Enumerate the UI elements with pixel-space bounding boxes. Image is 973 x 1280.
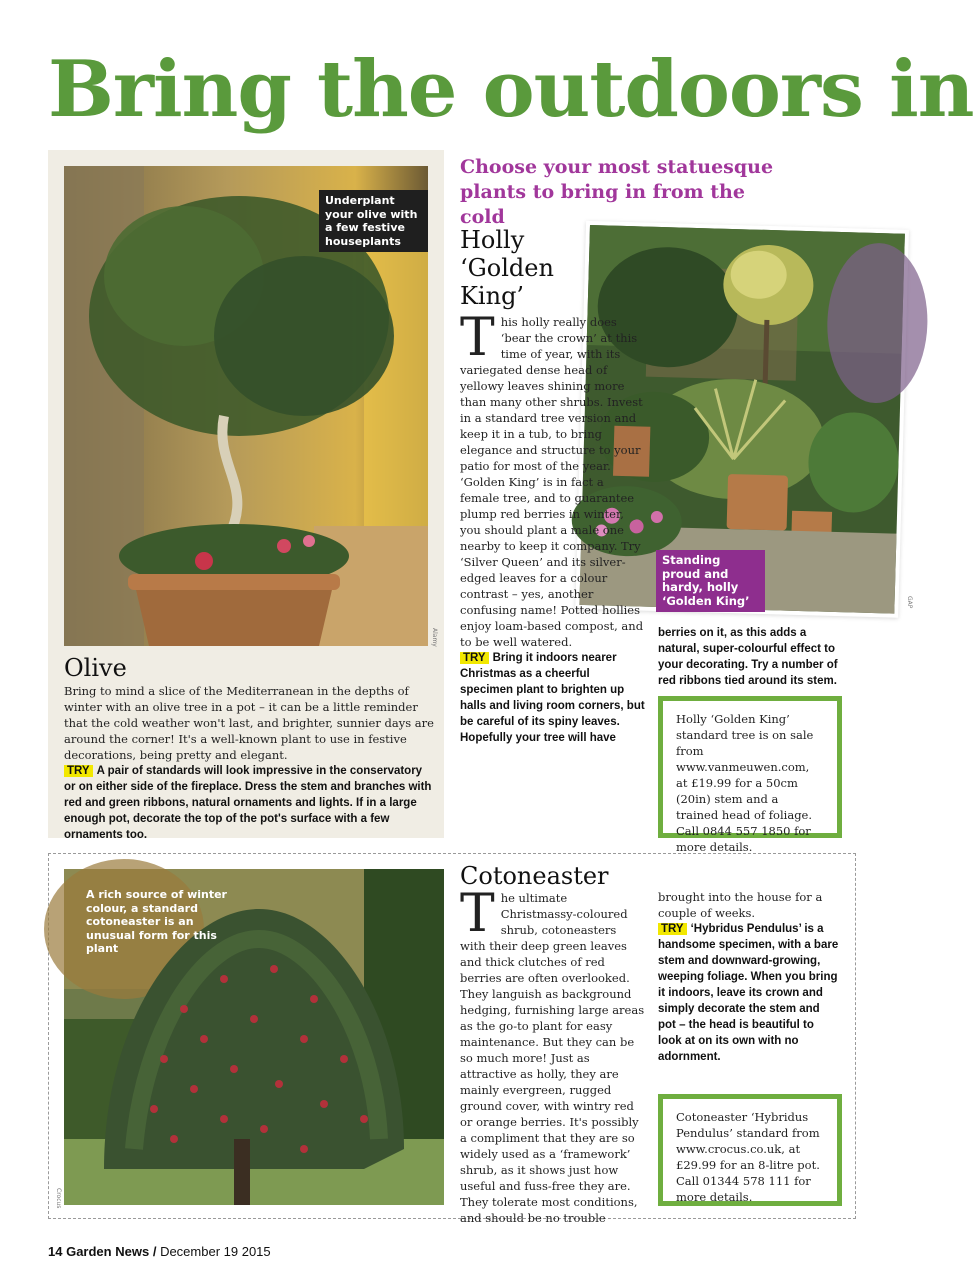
olive-try [64,763,436,843]
olive-try-text: A pair of standards will look impressive in the conservatory or on either side of the fireplace. Dress the stem and branches with red and green ribbons, natural ornaments and lights. If in a large enough pot, decorate the top of the pot's surface with a few ornaments too. [64,765,432,841]
holly-try-text: Bring it indoors nearer Christmas as a cheerful specimen plant to brighten up halls and living room corners, but be careful of its spiny leaves. Hopefully your tree will have [460,652,645,744]
holly-body [460,308,645,746]
holly-photo-credit: GAP [906,596,913,609]
holly-photo-caption: Standing proud and hardy, holly ‘Golden King’ [656,550,765,612]
cotoneaster-body-continued: brought into the house for a couple of weeks. [658,890,823,920]
issue-date: December 19 2015 [160,1244,271,1259]
cotoneaster-try-text: ‘Hybridus Pendulus’ is a handsome specimen, with a bare stem and downward-growing, weeping foliage. When you bring it indoors, leave its crown and simply decorate the stem and pot – the head is beautiful to look at on its own with no adornment. [658,923,839,1063]
olive-try-badge: TRY [64,765,93,777]
cotoneaster-try-badge: TRY [658,923,687,935]
holly-try-continued: berries on it, as this adds a natural, super-colourful effect to your decorating. Try a number of red ribbons tied around its stem. [658,627,838,687]
holly-try [460,650,645,746]
cotoneaster-dropcap: T [460,884,495,944]
olive-body [64,683,436,843]
subheading: Choose your most statuesque plants to bring in from the cold [460,156,774,228]
publication-name: Garden News [66,1244,150,1259]
page-headline: Bring the outdoors in [48,44,973,135]
holly-dropcap: T [460,308,495,368]
cotoneaster-photo-credit: Crocus [55,1188,62,1209]
cotoneaster-photo-caption: A rich source of winter colour, a standard cotoneaster is an unusual form for this plant [86,888,227,955]
olive-photo-credit: Alamy [431,628,438,647]
holly-try-badge: TRY [460,652,489,664]
cotoneaster-body [460,884,645,1226]
holly-body-text: his holly really does ‘bear the crown’ at this time of year, with its variegated dense head of yellowy leaves shining more than many other shrubs. Invest in a standard tree version and keep it in a tub, to bring elegance and structure to your patio for most of the year. ‘Golden King’ is in fact a female tree, and to guarantee plump red berries in winter, you should plant a male one nearby to keep it company. Try ‘Silver Queen’ and its silver-edged leaves for a colour contrast – yes, another confusing name! Potted hollies enjoy loam-based compost, and to be well watered. [460,315,644,649]
cotoneaster-try [658,921,840,1065]
cotoneaster-title: Cotoneaster [460,862,609,890]
olive-title: Olive [64,654,127,682]
cotoneaster-column-2 [658,889,840,1065]
olive-body-text: Bring to mind a slice of the Mediterranean in the depths of winter with an olive tree in a pot – it can be a little reminder that the cold weather won't last, and brighter, sunnier days are around the corner! It's a well-known plant to use in festive decorations, being pretty and elegant. [64,684,434,762]
holly-buy-box: Holly ‘Golden King’ standard tree is on sale from www.vanmeuwen.com, at £19.99 for a 50cm (20in) stem and a trained head of foliage. Call 0844 557 1850 for more details. [658,696,842,838]
holly-title: Holly ‘Golden King’ [460,226,554,310]
cotoneaster-buy-box: Cotoneaster ‘Hybridus Pendulus’ standard from www.crocus.co.uk, at £29.99 for an 8-litre pot. Call 01344 578 111 for more details. [658,1094,842,1206]
footer-separator: / [152,1244,157,1259]
page-footer [48,1244,271,1259]
olive-photo-caption: Underplant your olive with a few festive houseplants [319,190,428,252]
cotoneaster-body-text: he ultimate Christmassy-coloured shrub, cotoneasters with their deep green leaves and thick clutches of red berries are often overlooked. They languish as background hedging, furnishing large areas as the go-to plant for easy maintenance. But they can be so much more! Just as attractive as holly, they are mainly evergreen, rugged ground cover, with wintry red or orange berries. It's possibly a compliment that they are so widely used as a ‘framework’ shrub, as it shows just how useful and fuss-free they are. They tolerate most conditions, and should be no trouble [460,891,645,1225]
page-number: 14 [48,1244,63,1259]
